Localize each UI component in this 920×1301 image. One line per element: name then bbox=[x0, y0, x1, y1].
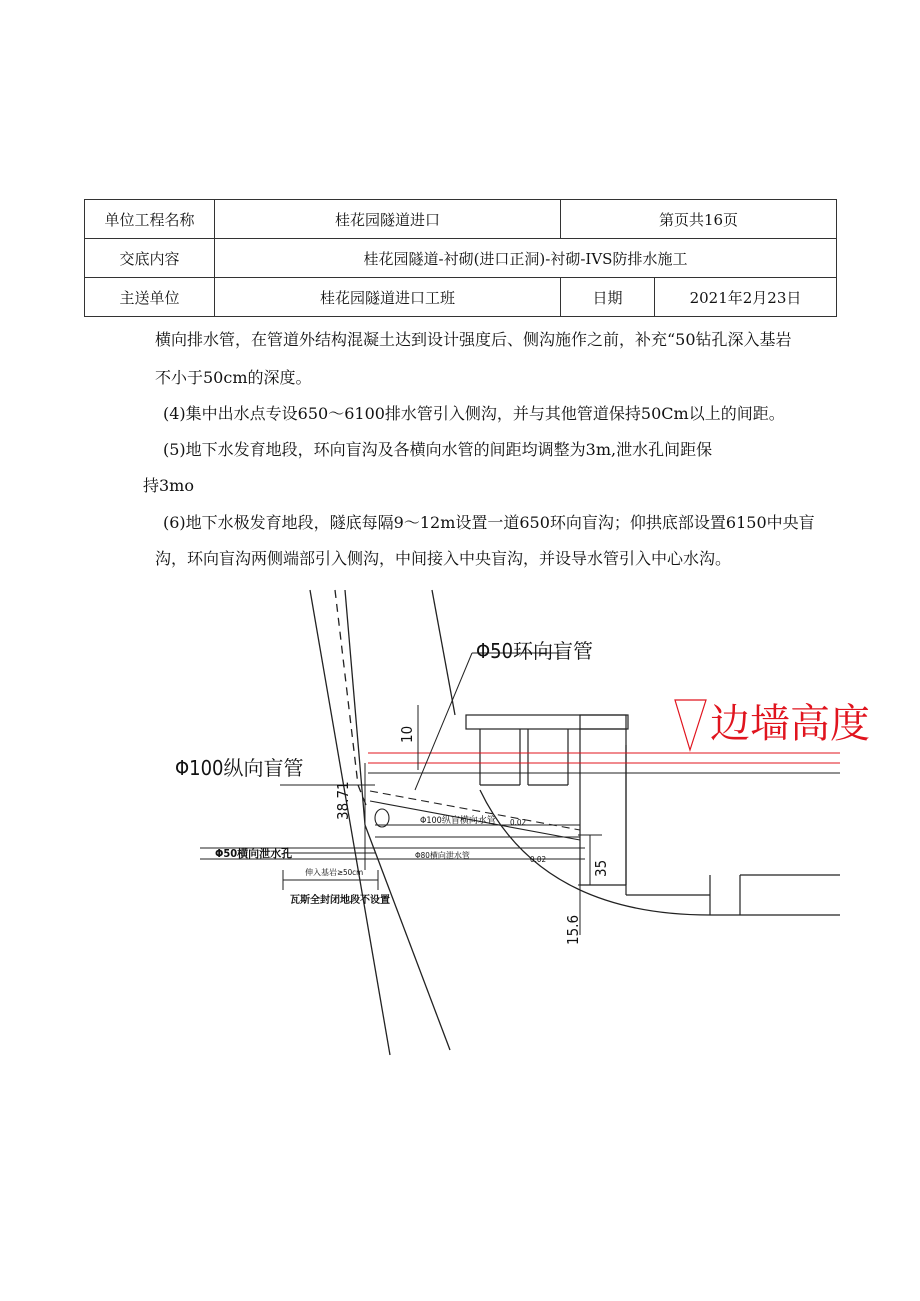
long-pipe-label: Φ100纵向盲管 bbox=[175, 756, 304, 780]
paragraph-4-line-2: 沟，环向盲沟两侧端部引入侧沟，中间接入中央盲沟，并设导水管引入中心水沟。 bbox=[155, 549, 732, 568]
project-label: 单位工程名称 bbox=[85, 200, 215, 239]
wall-height-triangle-icon bbox=[675, 700, 706, 750]
header-row-unit bbox=[85, 278, 837, 317]
cross-pipe-label: Φ100纵盲横向水管 bbox=[420, 816, 496, 826]
slope-label-1: 0.02 bbox=[510, 818, 527, 827]
project-value: 桂花园隧道进口 bbox=[215, 200, 561, 239]
note-label: 瓦斯全封闭地段不设置 bbox=[290, 895, 390, 906]
wall-height-label: 边墙高度 bbox=[710, 701, 870, 747]
unit-label: 主送单位 bbox=[85, 278, 215, 317]
dim-10-label: 10 bbox=[398, 725, 416, 743]
dim-15-label: 15.6 bbox=[564, 914, 582, 945]
paragraph-4-line-1: (6)地下水极发育地段，隧底每隔9～12m设置一道650环向盲沟；仰拱底部设置6150中央盲 bbox=[163, 513, 815, 532]
dim-38-label: 38.71 bbox=[334, 781, 352, 820]
ring-pipe-label: Φ50环向盲管 bbox=[476, 639, 594, 663]
bottom-pipe-label: Φ80横向泄水管 bbox=[415, 851, 470, 860]
header-row-project bbox=[85, 200, 837, 239]
date-label: 日期 bbox=[561, 278, 655, 317]
paragraph-2: (4)集中出水点专设650～6100排水管引入侧沟，并与其他管道保持50Cm以上的间距。 bbox=[163, 404, 785, 423]
header-row-content bbox=[85, 239, 837, 278]
depth-label: 伸入基岩≥50cm bbox=[305, 868, 364, 877]
drainage-diagram bbox=[150, 585, 870, 1060]
paragraph-3-line-2: 持3mo bbox=[143, 476, 194, 495]
paragraph-3-line-1: (5)地下水发育地段，环向盲沟及各横向水管的间距均调整为3m,泄水孔间距保 bbox=[163, 440, 713, 459]
date-value: 2021年2月23日 bbox=[655, 278, 837, 317]
slope-label-2: 0.02 bbox=[530, 855, 547, 864]
dimensions bbox=[283, 653, 602, 935]
content-label: 交底内容 bbox=[85, 239, 215, 278]
header-table bbox=[84, 199, 837, 317]
dim-35-label: 35 bbox=[592, 859, 610, 877]
content-value: 桂花园隧道-衬砌(进口正洞)-衬砌-IVS防排水施工 bbox=[215, 239, 837, 278]
drain-hole-label: Φ50横向泄水孔 bbox=[215, 847, 293, 860]
unit-value: 桂花园隧道进口工班 bbox=[215, 278, 561, 317]
page-count: 第页共16页 bbox=[561, 200, 837, 239]
paragraph-1-line-2: 不小于50cm的深度。 bbox=[155, 368, 312, 387]
paragraph-1-line-1: 横向排水管，在管道外结构混凝土达到设计强度后、侧沟施作之前，补充“50钻孔深入基岩 bbox=[155, 330, 792, 349]
